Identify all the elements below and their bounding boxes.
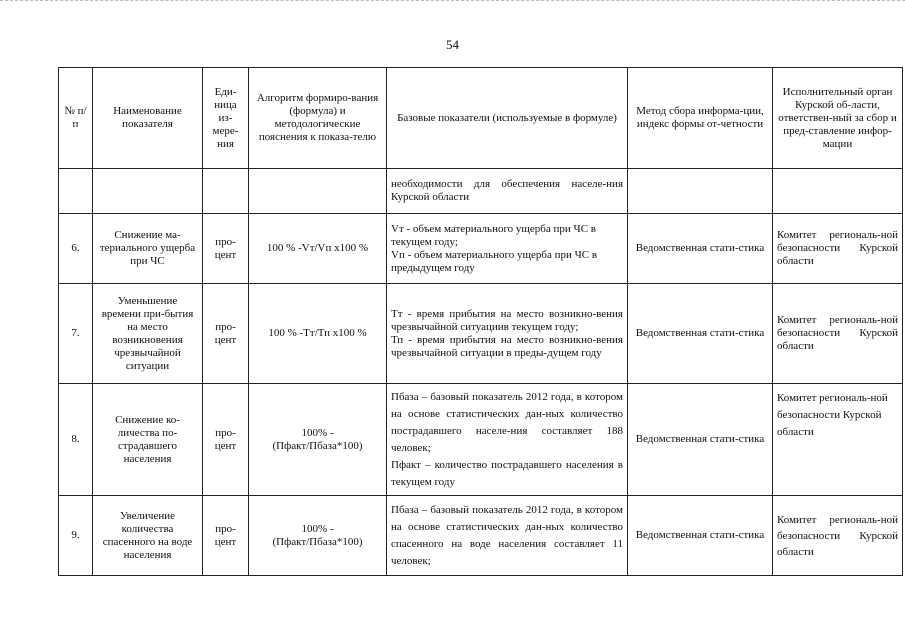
cell-num: 8. [59,384,93,496]
cell-empty [59,169,93,214]
table-row [59,214,903,284]
cell-empty [628,169,773,214]
cell-method: Ведомственная стати-стика [628,384,773,496]
cell-base: необходимости для обеспечения населе-ния Курской области [387,169,628,214]
cell-algorithm: 100% - (Пфакт/Пбаза*100) [249,384,387,496]
cell-num: 6. [59,214,93,284]
cell-executor: Комитет региональ-ной безопасности Курской области [773,496,903,576]
cell-name: Снижение ко-личества по-страдавшего населения [93,384,203,496]
indicators-table [58,67,903,576]
header-num: № п/п [59,68,93,169]
cell-base: Пбаза – базовый показатель 2012 года, в котором на основе статистических дан-ных количество пострадавшего населе-ния составляет 188 человек; Пфакт – количество пострадавшего населения в текущем году [387,384,628,496]
header-algorithm: Алгоритм формиро-вания (формула) и методологические пояснения к показа-телю [249,68,387,169]
cell-name: Снижение ма-териального ущерба при ЧС [93,214,203,284]
cell-method: Ведомственная стати-стика [628,284,773,384]
cell-executor: Комитет региональ-ной безопасности Курской области [773,384,903,496]
cell-base: Пбаза – базовый показатель 2012 года, в котором на основе статистических дан-ных количество спасенного на воде населения составляет 11 человек; [387,496,628,576]
header-name: Наименование показателя [93,68,203,169]
cell-num: 7. [59,284,93,384]
cell-name: Уменьшение времени при-бытия на место возникновения чрезвычайной ситуации [93,284,203,384]
header-executor: Исполнительный орган Курской об-ласти, ответствен-ный за сбор и пред-ставление инфор-мации [773,68,903,169]
cell-num: 9. [59,496,93,576]
cell-unit: про-цент [203,284,249,384]
cell-name: Увеличение количества спасенного на воде населения [93,496,203,576]
header-method: Метод сбора информа-ции, индекс формы от-четности [628,68,773,169]
scan-top-edge [0,0,905,1]
cell-algorithm: 100 % -Тт/Тп x100 % [249,284,387,384]
table-row [59,284,903,384]
cell-algorithm: 100% - (Пфакт/Пбаза*100) [249,496,387,576]
continuation-row [59,169,903,214]
cell-empty [93,169,203,214]
cell-base: Тт - время прибытия на место возникно-вения чрезвычайной ситуациив текущем году; Тп - время прибытия на место возникно-вения чрезвычайной ситуации в преды-дущем году [387,284,628,384]
cell-unit: про-цент [203,214,249,284]
cell-empty [249,169,387,214]
table-row [59,496,903,576]
header-unit: Еди-ница из-мере-ния [203,68,249,169]
cell-unit: про-цент [203,384,249,496]
cell-method: Ведомственная стати-стика [628,214,773,284]
cell-executor: Комитет региональ-ной безопасности Курской области [773,214,903,284]
page-number: 54 [446,37,459,52]
table-row [59,384,903,496]
cell-algorithm: 100 % -Vт/Vп x100 % [249,214,387,284]
cell-unit: про-цент [203,496,249,576]
cell-empty [203,169,249,214]
header-base: Базовые показатели (используемые в формуле) [387,68,628,169]
cell-base: Vт - объем материального ущерба при ЧС в текущем году; Vп - объем материального ущерба при ЧС в предыдущем году [387,214,628,284]
table-header-row [59,68,903,169]
cell-empty [773,169,903,214]
cell-executor: Комитет региональ-ной безопасности Курской области [773,284,903,384]
cell-method: Ведомственная стати-стика [628,496,773,576]
